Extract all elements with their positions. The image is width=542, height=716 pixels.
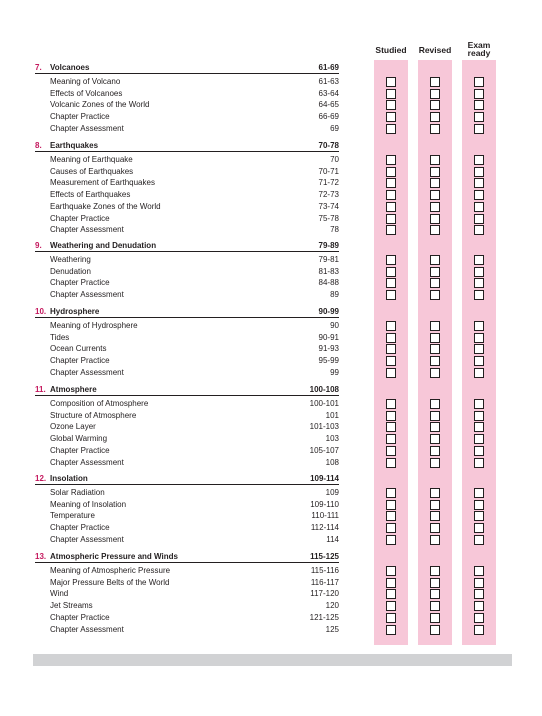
topic-row <box>0 534 542 546</box>
studied-checkbox[interactable] <box>386 278 396 288</box>
exam-ready-checkbox[interactable] <box>474 124 484 134</box>
chapter-number: 9. <box>35 241 42 250</box>
studied-checkbox[interactable] <box>386 411 396 421</box>
topic-pages: 103 <box>325 434 339 444</box>
topic-title: Chapter Assessment <box>50 123 124 133</box>
topic-pages: 121-125 <box>309 612 339 622</box>
topic-title: Meaning of Volcano <box>50 77 121 86</box>
studied-checkbox[interactable] <box>386 589 396 599</box>
studied-checkbox[interactable] <box>386 368 396 378</box>
studied-checkbox[interactable] <box>386 190 396 200</box>
exam-ready-checkbox[interactable] <box>474 446 484 456</box>
exam-ready-checkbox[interactable] <box>474 77 484 87</box>
topic-row <box>0 111 542 123</box>
topic-pages: 120 <box>325 601 339 611</box>
topic-pages: 116-117 <box>310 577 339 587</box>
topic-title: Chapter Practice <box>50 445 110 455</box>
revised-checkbox[interactable] <box>430 601 440 611</box>
revised-checkbox[interactable] <box>430 356 440 366</box>
topic-title: Meaning of Insolation <box>50 499 127 509</box>
exam-ready-checkbox[interactable] <box>474 278 484 288</box>
topic-pages: 99 <box>330 367 339 377</box>
topic-title: Weathering <box>50 255 91 264</box>
topic-title: Meaning of Earthquake <box>50 155 133 164</box>
chapter-pages: 100-108 <box>309 385 339 394</box>
exam-ready-checkbox[interactable] <box>474 225 484 235</box>
revised-column-header: Revised <box>418 45 452 55</box>
topic-title: Chapter Practice <box>50 112 110 122</box>
studied-checkbox[interactable] <box>386 178 396 188</box>
topic-pages: 91-93 <box>318 344 339 354</box>
chapter-divider <box>35 484 339 485</box>
chapter-number: 7. <box>35 63 42 72</box>
chapter-divider <box>35 251 339 252</box>
revised-checkbox[interactable] <box>430 333 440 343</box>
exam-ready-checkbox[interactable] <box>474 566 484 576</box>
revised-checkbox[interactable] <box>430 167 440 177</box>
topic-pages: 69 <box>330 123 339 133</box>
revised-checkbox[interactable] <box>430 411 440 421</box>
revised-checkbox[interactable] <box>430 89 440 99</box>
revised-checkbox[interactable] <box>430 399 440 409</box>
topic-title: Chapter Assessment <box>50 367 124 377</box>
chapter-divider <box>35 317 339 318</box>
chapter-number: 8. <box>35 141 42 150</box>
exam-ready-checkbox[interactable] <box>474 267 484 277</box>
topic-pages: 70 <box>330 155 339 164</box>
exam-ready-checkbox[interactable] <box>474 500 484 510</box>
studied-checkbox[interactable] <box>386 100 396 110</box>
exam-ready-checkbox[interactable] <box>474 356 484 366</box>
studied-checkbox[interactable] <box>386 290 396 300</box>
studied-checkbox[interactable] <box>386 458 396 468</box>
topic-title: Ozone Layer <box>50 422 96 432</box>
chapter-pages: 70-78 <box>318 141 339 150</box>
topic-pages: 105-107 <box>309 445 339 455</box>
chapter-title: Weathering and Denudation <box>50 241 157 250</box>
topic-title: Earthquake Zones of the World <box>50 201 161 211</box>
topic-row <box>0 565 542 577</box>
topic-title: Chapter Practice <box>50 523 110 533</box>
topic-title: Chapter Assessment <box>50 225 124 235</box>
topic-pages: 70-71 <box>318 166 339 176</box>
revised-checkbox[interactable] <box>430 613 440 623</box>
studied-checkbox[interactable] <box>386 578 396 588</box>
chapter-title: Atmosphere <box>50 385 97 394</box>
topic-pages: 109 <box>325 488 339 497</box>
topic-row <box>0 201 542 213</box>
exam-ready-checkbox[interactable] <box>474 523 484 533</box>
studied-checkbox[interactable] <box>386 399 396 409</box>
topic-pages: 90 <box>330 321 339 330</box>
chapter-row <box>0 384 542 396</box>
exam-ready-checkbox[interactable] <box>474 167 484 177</box>
topic-title: Effects of Earthquakes <box>50 190 131 200</box>
studied-checkbox[interactable] <box>386 202 396 212</box>
topic-title: Volcanic Zones of the World <box>50 100 150 110</box>
exam-ready-checkbox[interactable] <box>474 488 484 498</box>
topic-pages: 112-114 <box>310 523 339 533</box>
topic-row <box>0 343 542 355</box>
topic-title: Wind <box>50 589 69 599</box>
topic-row <box>0 600 542 612</box>
footer-bar <box>33 654 512 666</box>
revised-checkbox[interactable] <box>430 589 440 599</box>
revised-checkbox[interactable] <box>430 190 440 200</box>
studied-checkbox[interactable] <box>386 155 396 165</box>
chapter-pages: 79-89 <box>318 241 339 250</box>
chapter-row <box>0 306 542 318</box>
topic-row <box>0 123 542 135</box>
studied-checkbox[interactable] <box>386 167 396 177</box>
topic-row <box>0 213 542 225</box>
topic-title: Chapter Assessment <box>50 457 124 467</box>
studied-column-header: Studied <box>375 45 407 55</box>
studied-checkbox[interactable] <box>386 225 396 235</box>
topic-row <box>0 154 542 166</box>
topic-row <box>0 76 542 88</box>
topic-pages: 64-65 <box>318 100 339 110</box>
revised-checkbox[interactable] <box>430 124 440 134</box>
exam-ready-checkbox[interactable] <box>474 613 484 623</box>
topic-pages: 75-78 <box>318 213 339 223</box>
exam-ready-checkbox[interactable] <box>474 333 484 343</box>
exam-ready-checkbox[interactable] <box>474 399 484 409</box>
topic-pages: 114 <box>326 534 339 544</box>
revised-checkbox[interactable] <box>430 278 440 288</box>
chapter-title: Hydrosphere <box>50 307 100 316</box>
revised-checkbox[interactable] <box>430 100 440 110</box>
chapter-number: 12. <box>35 474 47 483</box>
studied-checkbox[interactable] <box>386 523 396 533</box>
topic-pages: 117-120 <box>310 589 339 599</box>
revised-checkbox[interactable] <box>430 511 440 521</box>
topic-pages: 66-69 <box>318 112 339 122</box>
studied-checkbox[interactable] <box>386 446 396 456</box>
exam-ready-checkbox[interactable] <box>474 458 484 468</box>
studied-checkbox[interactable] <box>386 89 396 99</box>
topic-title: Composition of Atmosphere <box>50 399 149 408</box>
topic-pages: 101-103 <box>309 422 339 432</box>
chapter-divider <box>35 73 339 74</box>
topic-row <box>0 457 542 469</box>
revised-checkbox[interactable] <box>430 112 440 122</box>
exam-ready-checkbox[interactable] <box>474 202 484 212</box>
topic-pages: 109-110 <box>310 499 339 509</box>
studied-checkbox[interactable] <box>386 613 396 623</box>
topic-row <box>0 433 542 445</box>
exam-ready-header-line: Exam <box>467 40 491 50</box>
studied-checkbox[interactable] <box>386 112 396 122</box>
topic-row <box>0 189 542 201</box>
chapter-row <box>0 62 542 74</box>
studied-checkbox[interactable] <box>386 356 396 366</box>
revised-checkbox[interactable] <box>430 446 440 456</box>
topic-pages: 90-91 <box>318 332 339 342</box>
studied-checkbox[interactable] <box>386 566 396 576</box>
chapter-number: 13. <box>35 552 47 561</box>
topic-row <box>0 445 542 457</box>
studied-checkbox[interactable] <box>386 255 396 265</box>
topic-row <box>0 487 542 499</box>
topic-row <box>0 166 542 178</box>
studied-checkbox[interactable] <box>386 625 396 635</box>
topic-title: Major Pressure Belts of the World <box>50 577 170 587</box>
revised-checkbox[interactable] <box>430 178 440 188</box>
revised-checkbox[interactable] <box>430 434 440 444</box>
chapter-row <box>0 473 542 485</box>
topic-row <box>0 577 542 589</box>
topic-row <box>0 510 542 522</box>
chapter-divider <box>35 151 339 152</box>
revised-checkbox[interactable] <box>430 321 440 331</box>
chapter-pages: 109-114 <box>310 474 339 483</box>
revised-checkbox[interactable] <box>430 523 440 533</box>
topic-row <box>0 177 542 189</box>
chapter-number: 11. <box>35 385 46 394</box>
studied-checkbox[interactable] <box>386 535 396 545</box>
topic-row <box>0 99 542 111</box>
chapter-row <box>0 240 542 252</box>
exam-ready-checkbox[interactable] <box>474 321 484 331</box>
topic-title: Causes of Earthquakes <box>50 166 134 176</box>
topic-title: Chapter Assessment <box>50 534 124 544</box>
topic-row <box>0 289 542 301</box>
topic-row <box>0 367 542 379</box>
exam-ready-checkbox[interactable] <box>474 100 484 110</box>
studied-checkbox[interactable] <box>386 77 396 87</box>
topic-row <box>0 624 542 636</box>
revised-checkbox[interactable] <box>430 202 440 212</box>
revised-checkbox[interactable] <box>430 535 440 545</box>
topic-pages: 73-74 <box>318 201 339 211</box>
topic-pages: 72-73 <box>318 190 339 200</box>
revised-checkbox[interactable] <box>430 267 440 277</box>
topic-row <box>0 224 542 236</box>
topic-title: Tides <box>50 332 70 342</box>
topic-title: Denudation <box>50 266 91 276</box>
exam-ready-checkbox[interactable] <box>474 112 484 122</box>
studied-checkbox[interactable] <box>386 214 396 224</box>
topic-title: Measurement of Earthquakes <box>50 178 155 188</box>
topic-pages: 100-101 <box>309 399 339 408</box>
chapter-title: Insolation <box>50 474 88 483</box>
exam-ready-header-line: ready <box>467 48 491 58</box>
chapter-row <box>0 140 542 152</box>
topic-row <box>0 355 542 367</box>
revised-checkbox[interactable] <box>430 625 440 635</box>
chapter-pages: 115-125 <box>310 552 339 561</box>
exam-ready-checkbox[interactable] <box>474 214 484 224</box>
topic-title: Chapter Practice <box>50 278 110 288</box>
exam-ready-checkbox[interactable] <box>474 434 484 444</box>
topic-pages: 108 <box>325 457 339 467</box>
topic-title: Jet Streams <box>50 601 93 611</box>
exam-ready-column-header <box>458 41 500 57</box>
revised-checkbox[interactable] <box>430 155 440 165</box>
revised-checkbox[interactable] <box>430 290 440 300</box>
chapter-title: Atmospheric Pressure and Winds <box>50 552 178 561</box>
exam-ready-checkbox[interactable] <box>474 155 484 165</box>
topic-row <box>0 410 542 422</box>
revised-checkbox[interactable] <box>430 578 440 588</box>
topic-pages: 78 <box>330 225 339 235</box>
topic-title: Ocean Currents <box>50 344 107 354</box>
topic-pages: 63-64 <box>318 88 339 98</box>
topic-pages: 110-111 <box>311 511 339 521</box>
exam-ready-checkbox[interactable] <box>474 368 484 378</box>
topic-row <box>0 254 542 266</box>
topic-row <box>0 499 542 511</box>
topic-title: Temperature <box>50 511 95 521</box>
revised-checkbox[interactable] <box>430 500 440 510</box>
studied-checkbox[interactable] <box>386 500 396 510</box>
revised-checkbox[interactable] <box>430 77 440 87</box>
exam-ready-checkbox[interactable] <box>474 511 484 521</box>
topic-title: Chapter Practice <box>50 612 110 622</box>
revised-checkbox[interactable] <box>430 566 440 576</box>
topic-pages: 101 <box>325 410 339 420</box>
studied-checkbox[interactable] <box>386 333 396 343</box>
revised-checkbox[interactable] <box>430 422 440 432</box>
topic-title: Chapter Assessment <box>50 624 124 634</box>
revised-checkbox[interactable] <box>430 458 440 468</box>
topic-row <box>0 88 542 100</box>
studied-checkbox[interactable] <box>386 601 396 611</box>
exam-ready-checkbox[interactable] <box>474 535 484 545</box>
topic-pages: 71-72 <box>318 178 339 188</box>
studied-checkbox[interactable] <box>386 321 396 331</box>
chapter-row <box>0 551 542 563</box>
topic-pages: 89 <box>330 290 339 300</box>
topic-title: Effects of Volcanoes <box>50 88 123 98</box>
topic-title: Meaning of Atmospheric Pressure <box>50 566 171 575</box>
topic-title: Solar Radiation <box>50 488 105 497</box>
topic-pages: 95-99 <box>318 356 339 366</box>
topic-pages: 125 <box>325 624 339 634</box>
studied-checkbox[interactable] <box>386 344 396 354</box>
exam-ready-checkbox[interactable] <box>474 578 484 588</box>
topic-row <box>0 421 542 433</box>
topic-pages: 79-81 <box>318 255 339 264</box>
exam-ready-checkbox[interactable] <box>474 344 484 354</box>
revised-checkbox[interactable] <box>430 344 440 354</box>
studied-checkbox[interactable] <box>386 422 396 432</box>
topic-title: Chapter Practice <box>50 356 110 366</box>
revised-checkbox[interactable] <box>430 214 440 224</box>
topic-row <box>0 398 542 410</box>
exam-ready-checkbox[interactable] <box>474 89 484 99</box>
topic-row <box>0 612 542 624</box>
studied-checkbox[interactable] <box>386 124 396 134</box>
exam-ready-checkbox[interactable] <box>474 589 484 599</box>
revised-checkbox[interactable] <box>430 255 440 265</box>
exam-ready-checkbox[interactable] <box>474 625 484 635</box>
revised-checkbox[interactable] <box>430 368 440 378</box>
topic-title: Chapter Practice <box>50 213 110 223</box>
topic-pages: 81-83 <box>318 266 339 276</box>
revised-checkbox[interactable] <box>430 225 440 235</box>
studied-checkbox[interactable] <box>386 267 396 277</box>
chapter-title: Earthquakes <box>50 141 99 150</box>
chapter-divider <box>35 395 339 396</box>
exam-ready-checkbox[interactable] <box>474 422 484 432</box>
topic-pages: 115-116 <box>310 566 339 575</box>
exam-ready-checkbox[interactable] <box>474 190 484 200</box>
topic-title: Meaning of Hydrosphere <box>50 321 138 330</box>
studied-checkbox[interactable] <box>386 511 396 521</box>
topic-row <box>0 522 542 534</box>
revised-checkbox[interactable] <box>430 488 440 498</box>
topic-title: Global Warming <box>50 434 108 444</box>
chapter-divider <box>35 562 339 563</box>
chapter-title: Volcanoes <box>50 63 90 72</box>
exam-ready-checkbox[interactable] <box>474 255 484 265</box>
topic-row <box>0 320 542 332</box>
topic-title: Structure of Atmosphere <box>50 410 137 420</box>
topic-pages: 61-63 <box>318 77 339 86</box>
exam-ready-checkbox[interactable] <box>474 411 484 421</box>
topic-title: Chapter Assessment <box>50 290 124 300</box>
exam-ready-checkbox[interactable] <box>474 601 484 611</box>
chapter-number: 10. <box>35 307 47 316</box>
topic-row <box>0 277 542 289</box>
studied-checkbox[interactable] <box>386 434 396 444</box>
topic-row <box>0 266 542 278</box>
studied-checkbox[interactable] <box>386 488 396 498</box>
topic-row <box>0 588 542 600</box>
topic-row <box>0 332 542 344</box>
exam-ready-checkbox[interactable] <box>474 290 484 300</box>
exam-ready-checkbox[interactable] <box>474 178 484 188</box>
chapter-pages: 61-69 <box>318 63 339 72</box>
topic-pages: 84-88 <box>318 278 339 288</box>
chapter-pages: 90-99 <box>318 307 339 316</box>
